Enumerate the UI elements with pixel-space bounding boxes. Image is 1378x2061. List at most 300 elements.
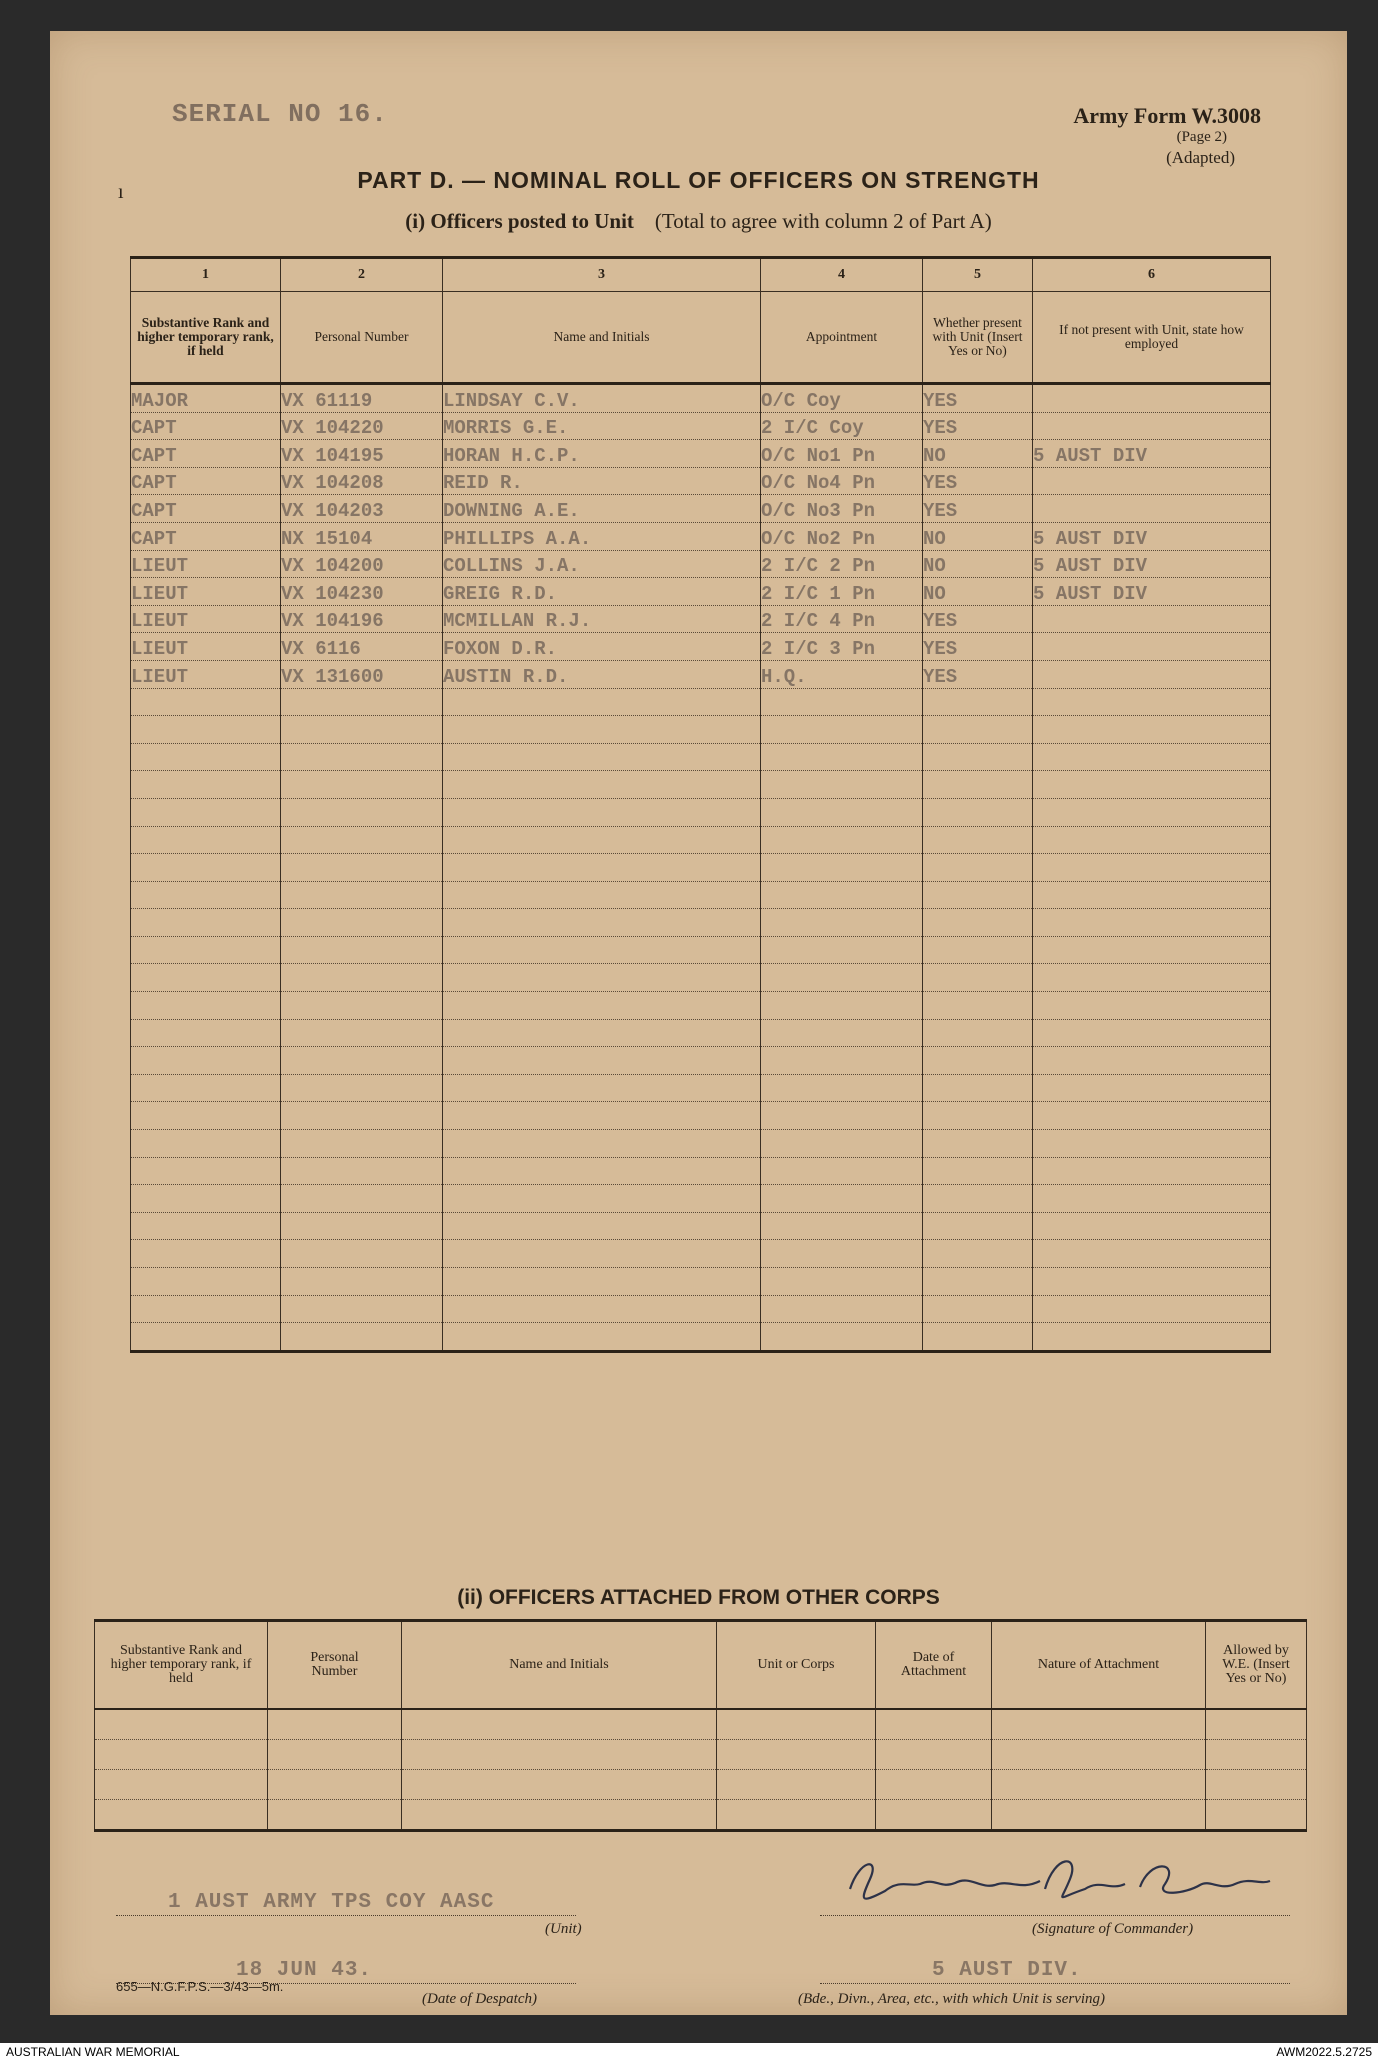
column-header: Whether present with Unit (Insert Yes or No) bbox=[923, 292, 1033, 384]
roll-cell: 5 AUST DIV bbox=[1033, 522, 1271, 550]
attached-cell bbox=[876, 1770, 992, 1800]
roll-cell bbox=[443, 771, 761, 799]
roll-cell bbox=[923, 1295, 1033, 1323]
column-header: Substantive Rank and higher temporary rank, if held bbox=[131, 292, 281, 384]
roll-cell: NO bbox=[923, 578, 1033, 606]
roll-cell bbox=[131, 1157, 281, 1185]
roll-cell bbox=[923, 1157, 1033, 1185]
roll-cell bbox=[443, 1323, 761, 1352]
roll-cell bbox=[131, 1212, 281, 1240]
roll-cell bbox=[281, 1240, 443, 1268]
roll-empty-row bbox=[131, 854, 1271, 882]
roll-cell bbox=[761, 826, 923, 854]
roll-cell bbox=[131, 1074, 281, 1102]
column-number: 1 bbox=[131, 258, 281, 292]
roll-cell bbox=[443, 1268, 761, 1296]
roll-cell bbox=[443, 1295, 761, 1323]
roll-empty-row bbox=[131, 1185, 1271, 1213]
column-number: 3 bbox=[443, 258, 761, 292]
column-header: Appointment bbox=[761, 292, 923, 384]
roll-cell bbox=[923, 771, 1033, 799]
roll-cell bbox=[131, 1240, 281, 1268]
roll-cell bbox=[923, 992, 1033, 1020]
roll-cell bbox=[443, 854, 761, 882]
section-subtitle bbox=[50, 209, 1347, 234]
roll-cell: AUSTIN R.D. bbox=[443, 660, 761, 688]
attached-cell bbox=[268, 1770, 402, 1800]
roll-cell: LIEUT bbox=[131, 550, 281, 578]
roll-empty-row bbox=[131, 798, 1271, 826]
roll-cell bbox=[131, 964, 281, 992]
roll-cell bbox=[1033, 909, 1271, 937]
roll-cell: GREIG R.D. bbox=[443, 578, 761, 606]
roll-cell bbox=[1033, 605, 1271, 633]
roll-cell bbox=[281, 716, 443, 744]
roll-cell bbox=[761, 743, 923, 771]
roll-entry-row bbox=[131, 605, 1271, 633]
roll-entry-row bbox=[131, 660, 1271, 688]
attached-cell bbox=[268, 1800, 402, 1831]
roll-cell bbox=[923, 1268, 1033, 1296]
roll-cell bbox=[761, 1268, 923, 1296]
roll-cell: YES bbox=[923, 633, 1033, 661]
roll-cell bbox=[281, 1157, 443, 1185]
roll-cell bbox=[923, 716, 1033, 744]
roll-cell: CAPT bbox=[131, 495, 281, 523]
unit-value: 1 AUST ARMY TPS COY AASC bbox=[168, 1891, 495, 1914]
formation-value: 5 AUST DIV. bbox=[932, 1959, 1082, 1982]
roll-cell bbox=[443, 909, 761, 937]
roll-cell bbox=[131, 1019, 281, 1047]
roll-cell bbox=[1033, 660, 1271, 688]
roll-empty-row bbox=[131, 881, 1271, 909]
roll-entry-row bbox=[131, 578, 1271, 606]
roll-entry-row bbox=[131, 522, 1271, 550]
unit-line bbox=[116, 1891, 576, 1916]
attached-empty-row bbox=[95, 1800, 1307, 1831]
roll-cell bbox=[1033, 964, 1271, 992]
roll-cell bbox=[131, 992, 281, 1020]
roll-cell bbox=[1033, 1074, 1271, 1102]
roll-cell: 2 I/C Coy bbox=[761, 412, 923, 440]
attached-empty-row bbox=[95, 1770, 1307, 1800]
roll-cell bbox=[761, 1295, 923, 1323]
roll-cell: FOXON D.R. bbox=[443, 633, 761, 661]
roll-cell bbox=[131, 826, 281, 854]
roll-cell bbox=[281, 771, 443, 799]
roll-empty-row bbox=[131, 1102, 1271, 1130]
roll-cell bbox=[923, 936, 1033, 964]
attached-cell bbox=[876, 1740, 992, 1770]
roll-cell: MCMILLAN R.J. bbox=[443, 605, 761, 633]
attached-cell bbox=[992, 1800, 1206, 1831]
attached-officers-table bbox=[94, 1619, 1307, 1832]
roll-cell: YES bbox=[923, 495, 1033, 523]
roll-cell: LINDSAY C.V. bbox=[443, 384, 761, 413]
roll-cell: YES bbox=[923, 467, 1033, 495]
roll-cell bbox=[443, 688, 761, 716]
roll-cell: MORRIS G.E. bbox=[443, 412, 761, 440]
roll-cell: VX 61119 bbox=[281, 384, 443, 413]
roll-cell bbox=[281, 1185, 443, 1213]
roll-empty-row bbox=[131, 1240, 1271, 1268]
roll-cell: VX 104208 bbox=[281, 467, 443, 495]
roll-cell bbox=[281, 826, 443, 854]
roll-cell bbox=[281, 936, 443, 964]
roll-cell bbox=[761, 1074, 923, 1102]
roll-empty-row bbox=[131, 1074, 1271, 1102]
roll-cell bbox=[281, 1047, 443, 1075]
roll-cell bbox=[443, 1074, 761, 1102]
roll-cell bbox=[131, 909, 281, 937]
roll-cell bbox=[443, 964, 761, 992]
subtitle-rest: (Total to agree with column 2 of Part A) bbox=[654, 209, 992, 233]
nominal-roll-table bbox=[130, 256, 1271, 1353]
roll-cell bbox=[761, 1019, 923, 1047]
roll-cell bbox=[281, 1102, 443, 1130]
attached-cell bbox=[402, 1709, 717, 1740]
roll-cell: CAPT bbox=[131, 440, 281, 468]
roll-cell bbox=[131, 1130, 281, 1158]
roll-cell bbox=[131, 1185, 281, 1213]
roll-empty-row bbox=[131, 1295, 1271, 1323]
roll-cell bbox=[131, 936, 281, 964]
attached-cell bbox=[95, 1709, 268, 1740]
roll-cell bbox=[443, 826, 761, 854]
roll-cell: LIEUT bbox=[131, 633, 281, 661]
attached-cell bbox=[268, 1709, 402, 1740]
roll-cell bbox=[1033, 771, 1271, 799]
archive-strip bbox=[0, 2043, 1378, 2061]
unit-caption: (Unit) bbox=[545, 1921, 582, 1937]
roll-cell: CAPT bbox=[131, 522, 281, 550]
roll-empty-row bbox=[131, 716, 1271, 744]
roll-cell bbox=[761, 1240, 923, 1268]
archive-reference: AWM2022.5.2725 bbox=[1276, 2045, 1372, 2059]
column-number: 6 bbox=[1033, 258, 1271, 292]
roll-cell bbox=[1033, 412, 1271, 440]
column-header: Unit or Corps bbox=[717, 1621, 876, 1710]
signature-line bbox=[820, 1891, 1290, 1916]
printer-line: 655—N.G.F.P.S.—3/43—5m. bbox=[116, 1979, 284, 1994]
form-adapted: (Adapted) bbox=[1166, 148, 1235, 167]
roll-cell bbox=[761, 1130, 923, 1158]
column-header: Nature of Attachment bbox=[992, 1621, 1206, 1710]
roll-cell bbox=[923, 1185, 1033, 1213]
roll-cell: YES bbox=[923, 660, 1033, 688]
roll-cell: H.Q. bbox=[761, 660, 923, 688]
roll-cell: YES bbox=[923, 605, 1033, 633]
column-header: If not present with Unit, state how employed bbox=[1033, 292, 1271, 384]
roll-cell bbox=[923, 1130, 1033, 1158]
column-header: Date of Attachment bbox=[876, 1621, 992, 1710]
roll-empty-row bbox=[131, 1323, 1271, 1352]
roll-cell bbox=[443, 1185, 761, 1213]
column-header: Name and Initials bbox=[443, 292, 761, 384]
column-header: Allowed by W.E. (Insert Yes or No) bbox=[1206, 1621, 1307, 1710]
roll-cell: 2 I/C 4 Pn bbox=[761, 605, 923, 633]
attached-cell bbox=[992, 1740, 1206, 1770]
attached-cell bbox=[717, 1770, 876, 1800]
roll-cell bbox=[1033, 1130, 1271, 1158]
roll-cell: O/C Coy bbox=[761, 384, 923, 413]
roll-cell bbox=[761, 771, 923, 799]
roll-cell bbox=[923, 1074, 1033, 1102]
roll-entry-row bbox=[131, 633, 1271, 661]
roll-cell bbox=[923, 1240, 1033, 1268]
roll-cell bbox=[1033, 1268, 1271, 1296]
roll-cell: O/C No4 Pn bbox=[761, 467, 923, 495]
attached-cell bbox=[1206, 1770, 1307, 1800]
roll-cell: NO bbox=[923, 550, 1033, 578]
column-number: 4 bbox=[761, 258, 923, 292]
roll-cell bbox=[923, 1102, 1033, 1130]
roll-cell bbox=[1033, 1019, 1271, 1047]
formation-line bbox=[820, 1959, 1290, 1984]
roll-cell bbox=[761, 1212, 923, 1240]
roll-cell bbox=[923, 688, 1033, 716]
attached-cell bbox=[717, 1740, 876, 1770]
document-page bbox=[50, 31, 1347, 2015]
roll-cell bbox=[923, 881, 1033, 909]
roll-cell bbox=[131, 1323, 281, 1352]
roll-cell bbox=[761, 964, 923, 992]
roll-cell bbox=[923, 909, 1033, 937]
roll-cell: VX 104230 bbox=[281, 578, 443, 606]
roll-cell bbox=[761, 1102, 923, 1130]
roll-cell bbox=[281, 992, 443, 1020]
roll-empty-row bbox=[131, 1047, 1271, 1075]
roll-cell: REID R. bbox=[443, 467, 761, 495]
signature-text: Reginald Blake Capt bbox=[840, 1849, 849, 1850]
attached-header-row bbox=[95, 1621, 1307, 1710]
roll-cell bbox=[1033, 1047, 1271, 1075]
attached-cell bbox=[402, 1770, 717, 1800]
roll-cell: VX 104203 bbox=[281, 495, 443, 523]
roll-cell bbox=[1033, 854, 1271, 882]
attached-cell bbox=[1206, 1800, 1307, 1831]
attached-empty-row bbox=[95, 1740, 1307, 1770]
roll-cell bbox=[923, 1323, 1033, 1352]
column-number: 5 bbox=[923, 258, 1033, 292]
roll-cell bbox=[443, 716, 761, 744]
roll-cell: LIEUT bbox=[131, 660, 281, 688]
roll-empty-row bbox=[131, 1130, 1271, 1158]
attached-cell bbox=[717, 1800, 876, 1831]
roll-empty-row bbox=[131, 826, 1271, 854]
roll-cell bbox=[1033, 936, 1271, 964]
roll-cell bbox=[443, 1212, 761, 1240]
roll-cell bbox=[443, 881, 761, 909]
roll-cell bbox=[761, 992, 923, 1020]
roll-cell: 2 I/C 1 Pn bbox=[761, 578, 923, 606]
attached-empty-row bbox=[95, 1709, 1307, 1740]
attached-cell bbox=[95, 1800, 268, 1831]
column-header-row bbox=[131, 292, 1271, 384]
form-number: Army Form W.3008 bbox=[1073, 103, 1261, 128]
attached-cell bbox=[1206, 1740, 1307, 1770]
roll-cell bbox=[443, 1047, 761, 1075]
attached-cell bbox=[876, 1709, 992, 1740]
roll-entry-row bbox=[131, 550, 1271, 578]
roll-cell bbox=[761, 716, 923, 744]
roll-cell: HORAN H.C.P. bbox=[443, 440, 761, 468]
roll-cell bbox=[281, 743, 443, 771]
roll-cell bbox=[1033, 1323, 1271, 1352]
roll-cell bbox=[281, 1323, 443, 1352]
roll-cell bbox=[281, 1019, 443, 1047]
roll-empty-row bbox=[131, 1268, 1271, 1296]
roll-empty-row bbox=[131, 964, 1271, 992]
roll-cell bbox=[1033, 716, 1271, 744]
roll-cell: 5 AUST DIV bbox=[1033, 550, 1271, 578]
roll-cell bbox=[1033, 881, 1271, 909]
roll-cell bbox=[131, 854, 281, 882]
roll-cell: COLLINS J.A. bbox=[443, 550, 761, 578]
roll-empty-row bbox=[131, 936, 1271, 964]
roll-empty-row bbox=[131, 1019, 1271, 1047]
roll-entry-row bbox=[131, 412, 1271, 440]
roll-cell: 2 I/C 3 Pn bbox=[761, 633, 923, 661]
attached-cell bbox=[876, 1800, 992, 1831]
signature-caption: (Signature of Commander) bbox=[1032, 1921, 1194, 1937]
roll-cell bbox=[443, 1240, 761, 1268]
roll-cell: O/C No3 Pn bbox=[761, 495, 923, 523]
roll-cell bbox=[1033, 1212, 1271, 1240]
roll-cell bbox=[281, 688, 443, 716]
roll-cell bbox=[1033, 688, 1271, 716]
margin-mark: ı bbox=[118, 181, 124, 203]
roll-cell: VX 131600 bbox=[281, 660, 443, 688]
roll-cell bbox=[923, 798, 1033, 826]
roll-cell bbox=[1033, 467, 1271, 495]
roll-cell bbox=[443, 1130, 761, 1158]
roll-cell: VX 104200 bbox=[281, 550, 443, 578]
roll-cell: YES bbox=[923, 384, 1033, 413]
attached-cell bbox=[992, 1709, 1206, 1740]
roll-cell bbox=[443, 1019, 761, 1047]
attached-cell bbox=[1206, 1709, 1307, 1740]
roll-cell: VX 104195 bbox=[281, 440, 443, 468]
roll-cell bbox=[923, 826, 1033, 854]
roll-cell bbox=[281, 964, 443, 992]
roll-cell: VX 6116 bbox=[281, 633, 443, 661]
roll-cell bbox=[761, 688, 923, 716]
roll-cell bbox=[923, 1212, 1033, 1240]
column-header: Name and Initials bbox=[402, 1621, 717, 1710]
archive-name: AUSTRALIAN WAR MEMORIAL bbox=[6, 2045, 180, 2059]
roll-cell bbox=[1033, 992, 1271, 1020]
roll-cell bbox=[923, 743, 1033, 771]
roll-cell bbox=[1033, 633, 1271, 661]
serial-number: SERIAL NO 16. bbox=[172, 99, 388, 129]
subtitle-bold: (i) Officers posted to Unit bbox=[405, 209, 634, 233]
roll-cell bbox=[131, 1047, 281, 1075]
roll-cell: 5 AUST DIV bbox=[1033, 578, 1271, 606]
roll-empty-row bbox=[131, 1157, 1271, 1185]
roll-cell bbox=[131, 688, 281, 716]
roll-cell bbox=[923, 964, 1033, 992]
roll-cell bbox=[281, 881, 443, 909]
page-title: PART D. — NOMINAL ROLL OF OFFICERS ON STRENGTH bbox=[357, 167, 1040, 193]
roll-cell: LIEUT bbox=[131, 578, 281, 606]
roll-entry-row bbox=[131, 384, 1271, 413]
roll-entry-row bbox=[131, 440, 1271, 468]
roll-cell bbox=[443, 1102, 761, 1130]
roll-cell bbox=[923, 854, 1033, 882]
roll-entry-row bbox=[131, 495, 1271, 523]
roll-cell bbox=[761, 909, 923, 937]
column-number-row bbox=[131, 258, 1271, 292]
roll-empty-row bbox=[131, 743, 1271, 771]
roll-cell bbox=[281, 1212, 443, 1240]
roll-cell bbox=[131, 743, 281, 771]
roll-cell bbox=[281, 1268, 443, 1296]
roll-cell bbox=[443, 992, 761, 1020]
roll-cell bbox=[443, 743, 761, 771]
roll-cell bbox=[923, 1047, 1033, 1075]
roll-cell bbox=[281, 909, 443, 937]
roll-cell bbox=[281, 798, 443, 826]
roll-cell bbox=[1033, 1102, 1271, 1130]
attached-cell bbox=[992, 1770, 1206, 1800]
attached-cell bbox=[95, 1770, 268, 1800]
roll-cell bbox=[1033, 384, 1271, 413]
roll-empty-row bbox=[131, 992, 1271, 1020]
date-value: 18 JUN 43. bbox=[236, 1959, 373, 1982]
attached-cell bbox=[402, 1740, 717, 1770]
roll-cell bbox=[131, 1295, 281, 1323]
roll-cell bbox=[761, 1047, 923, 1075]
roll-empty-row bbox=[131, 771, 1271, 799]
roll-cell: NO bbox=[923, 440, 1033, 468]
roll-entry-row bbox=[131, 467, 1271, 495]
roll-cell bbox=[1033, 1185, 1271, 1213]
roll-cell: VX 104196 bbox=[281, 605, 443, 633]
roll-cell bbox=[761, 1157, 923, 1185]
roll-cell bbox=[1033, 495, 1271, 523]
roll-cell: PHILLIPS A.A. bbox=[443, 522, 761, 550]
attached-cell bbox=[717, 1709, 876, 1740]
roll-cell bbox=[761, 936, 923, 964]
roll-cell bbox=[761, 1323, 923, 1352]
roll-empty-row bbox=[131, 909, 1271, 937]
date-caption: (Date of Despatch) bbox=[422, 1991, 537, 2007]
attached-cell bbox=[402, 1800, 717, 1831]
column-header: Personal Number bbox=[281, 292, 443, 384]
roll-cell bbox=[1033, 1240, 1271, 1268]
attached-cell bbox=[268, 1740, 402, 1770]
roll-cell: CAPT bbox=[131, 412, 281, 440]
roll-cell bbox=[131, 798, 281, 826]
roll-cell: DOWNING A.E. bbox=[443, 495, 761, 523]
attached-cell bbox=[95, 1740, 268, 1770]
roll-cell: NX 15104 bbox=[281, 522, 443, 550]
roll-cell bbox=[131, 716, 281, 744]
roll-cell bbox=[1033, 826, 1271, 854]
roll-cell bbox=[761, 1185, 923, 1213]
roll-empty-row bbox=[131, 1212, 1271, 1240]
roll-cell bbox=[1033, 1157, 1271, 1185]
roll-cell bbox=[1033, 743, 1271, 771]
roll-empty-row bbox=[131, 688, 1271, 716]
roll-cell: MAJOR bbox=[131, 384, 281, 413]
column-header: Personal Number bbox=[268, 1621, 402, 1710]
roll-cell bbox=[1033, 798, 1271, 826]
roll-cell: O/C No2 Pn bbox=[761, 522, 923, 550]
column-header: Substantive Rank and higher temporary rank, if held bbox=[95, 1621, 268, 1710]
roll-cell: 2 I/C 2 Pn bbox=[761, 550, 923, 578]
